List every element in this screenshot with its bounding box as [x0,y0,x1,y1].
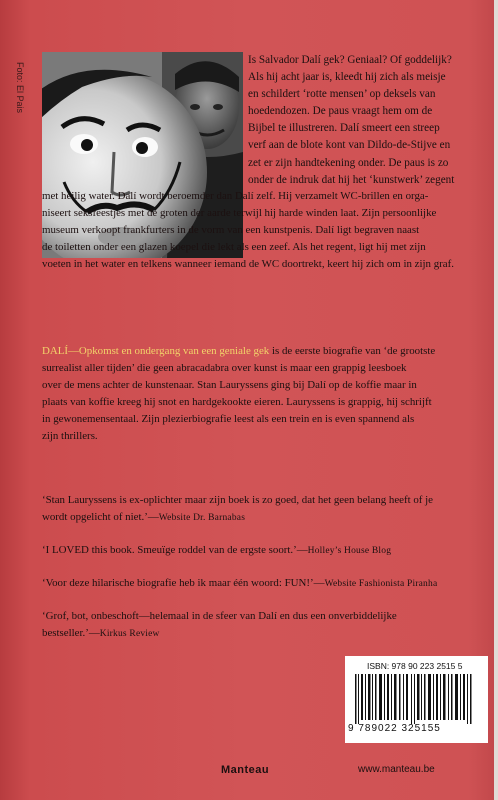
review-quote: ‘Voor deze hilarische biografie heb ik maar één woord: FUN!’—Website Fashionista Piranha [42,577,438,590]
intro-line: met heilig water. Dalí wordt beroemder dan Dalí zelf. Hij verzamelt WC-brillen en orga- [42,190,429,202]
description-line: DALÍ—Opkomst en ondergang van een geniale gek is de eerste biografie van ‘de grootste [42,345,436,357]
barcode-number: 9 789022 325155 [348,723,441,734]
description-line: zijn thrillers. [42,430,98,443]
review-quotes [42,492,492,659]
photo-credit: Foto: El Pais [15,62,25,114]
intro-line: museum verkoopt frankfurters in de vorm van een kunstpenis. Dalí ligt begraven naast [42,224,420,237]
intro-line: voeten in het water en telkens wanneer iemand de WC doortrekt, keert hij zich om in zijn graf. [42,258,454,271]
intro-line: niseert seksfeestjes met de groten der aarde terwijl hij harde winden laat. Zijn persoonlijke [42,207,437,220]
intro-paragraph-continued [42,188,490,273]
intro-line: Is Salvador Dalí gek? Geniaal? Of goddelijk? [248,54,452,66]
description-line: over de mens achter de kunstenaar. Stan Lauryssens ging bij Dalí op de koffie maar in [42,379,417,392]
publisher-logo: Manteau [221,764,270,776]
barcode-icon [353,674,481,724]
intro-line: Bijbel te illustreren. Dalí smeert een streep [248,122,440,135]
review-quote: ‘Grof, bot, onbeschoft—helemaal in de sfeer van Dalí en dus een onverbiddelijke bestseller.’—Kirkus Review [42,610,397,640]
intro-line: zet er zijn handtekening onder. De paus is zo [248,156,449,169]
book-title-highlight: DALÍ—Opkomst en ondergang van een geniale gek [42,345,270,357]
review-quote: ‘I LOVED this book. Smeuïge roddel van de ergste soort.’—Holley’s House Blog [42,544,392,557]
intro-line: de toiletten onder een glazen koepel die lekt als een zeef. Als het regent, ligt hij met zijn [42,241,426,254]
review-source: Website Dr. Barnabas [158,513,246,524]
review-source: Website Fashionista Piranha [324,579,438,590]
description-line: plaats van koffie kreeg hij snot en hardgekookte eieren. Lauryssens is grappig, hij schrijft [42,396,432,409]
review-source: Kirkus Review [99,629,160,640]
description-line: surrealist aller tijden’ die geen abracadabra over kunst is maar een grappig leesboek [42,362,407,375]
book-description [42,343,490,446]
review-source: Holley’s House Blog [307,546,392,557]
intro-line: onder de indruk dat hij het ‘kunstwerk’ zegent [248,173,455,186]
isbn-text: ISBN: 978 90 223 2515 5 [367,661,463,671]
intro-line: hoedendozen. De paus vraagt hem om de [248,105,433,118]
intro-line: en schildert ‘rotte mensen’ op deksels van [248,88,436,101]
intro-line: verf aan de blote kont van Dildo-de-Stijve en [248,139,451,152]
barcode-label [345,656,488,743]
publisher-website: www.manteau.be [358,764,435,775]
intro-paragraph [248,52,488,189]
intro-line: Als hij acht jaar is, kleedt hij zich als meisje [248,71,446,84]
page-edge [494,0,498,800]
review-quote: ‘Stan Lauryssens is ex-oplichter maar zijn boek is zo goed, dat het geen belang heeft of je wordt opgelicht of niet.’—Website Dr. Barnabas [42,494,434,524]
description-line: in gewonemensentaal. Zijn plezierbiografie leest als een trein en is even spannend als [42,413,415,426]
